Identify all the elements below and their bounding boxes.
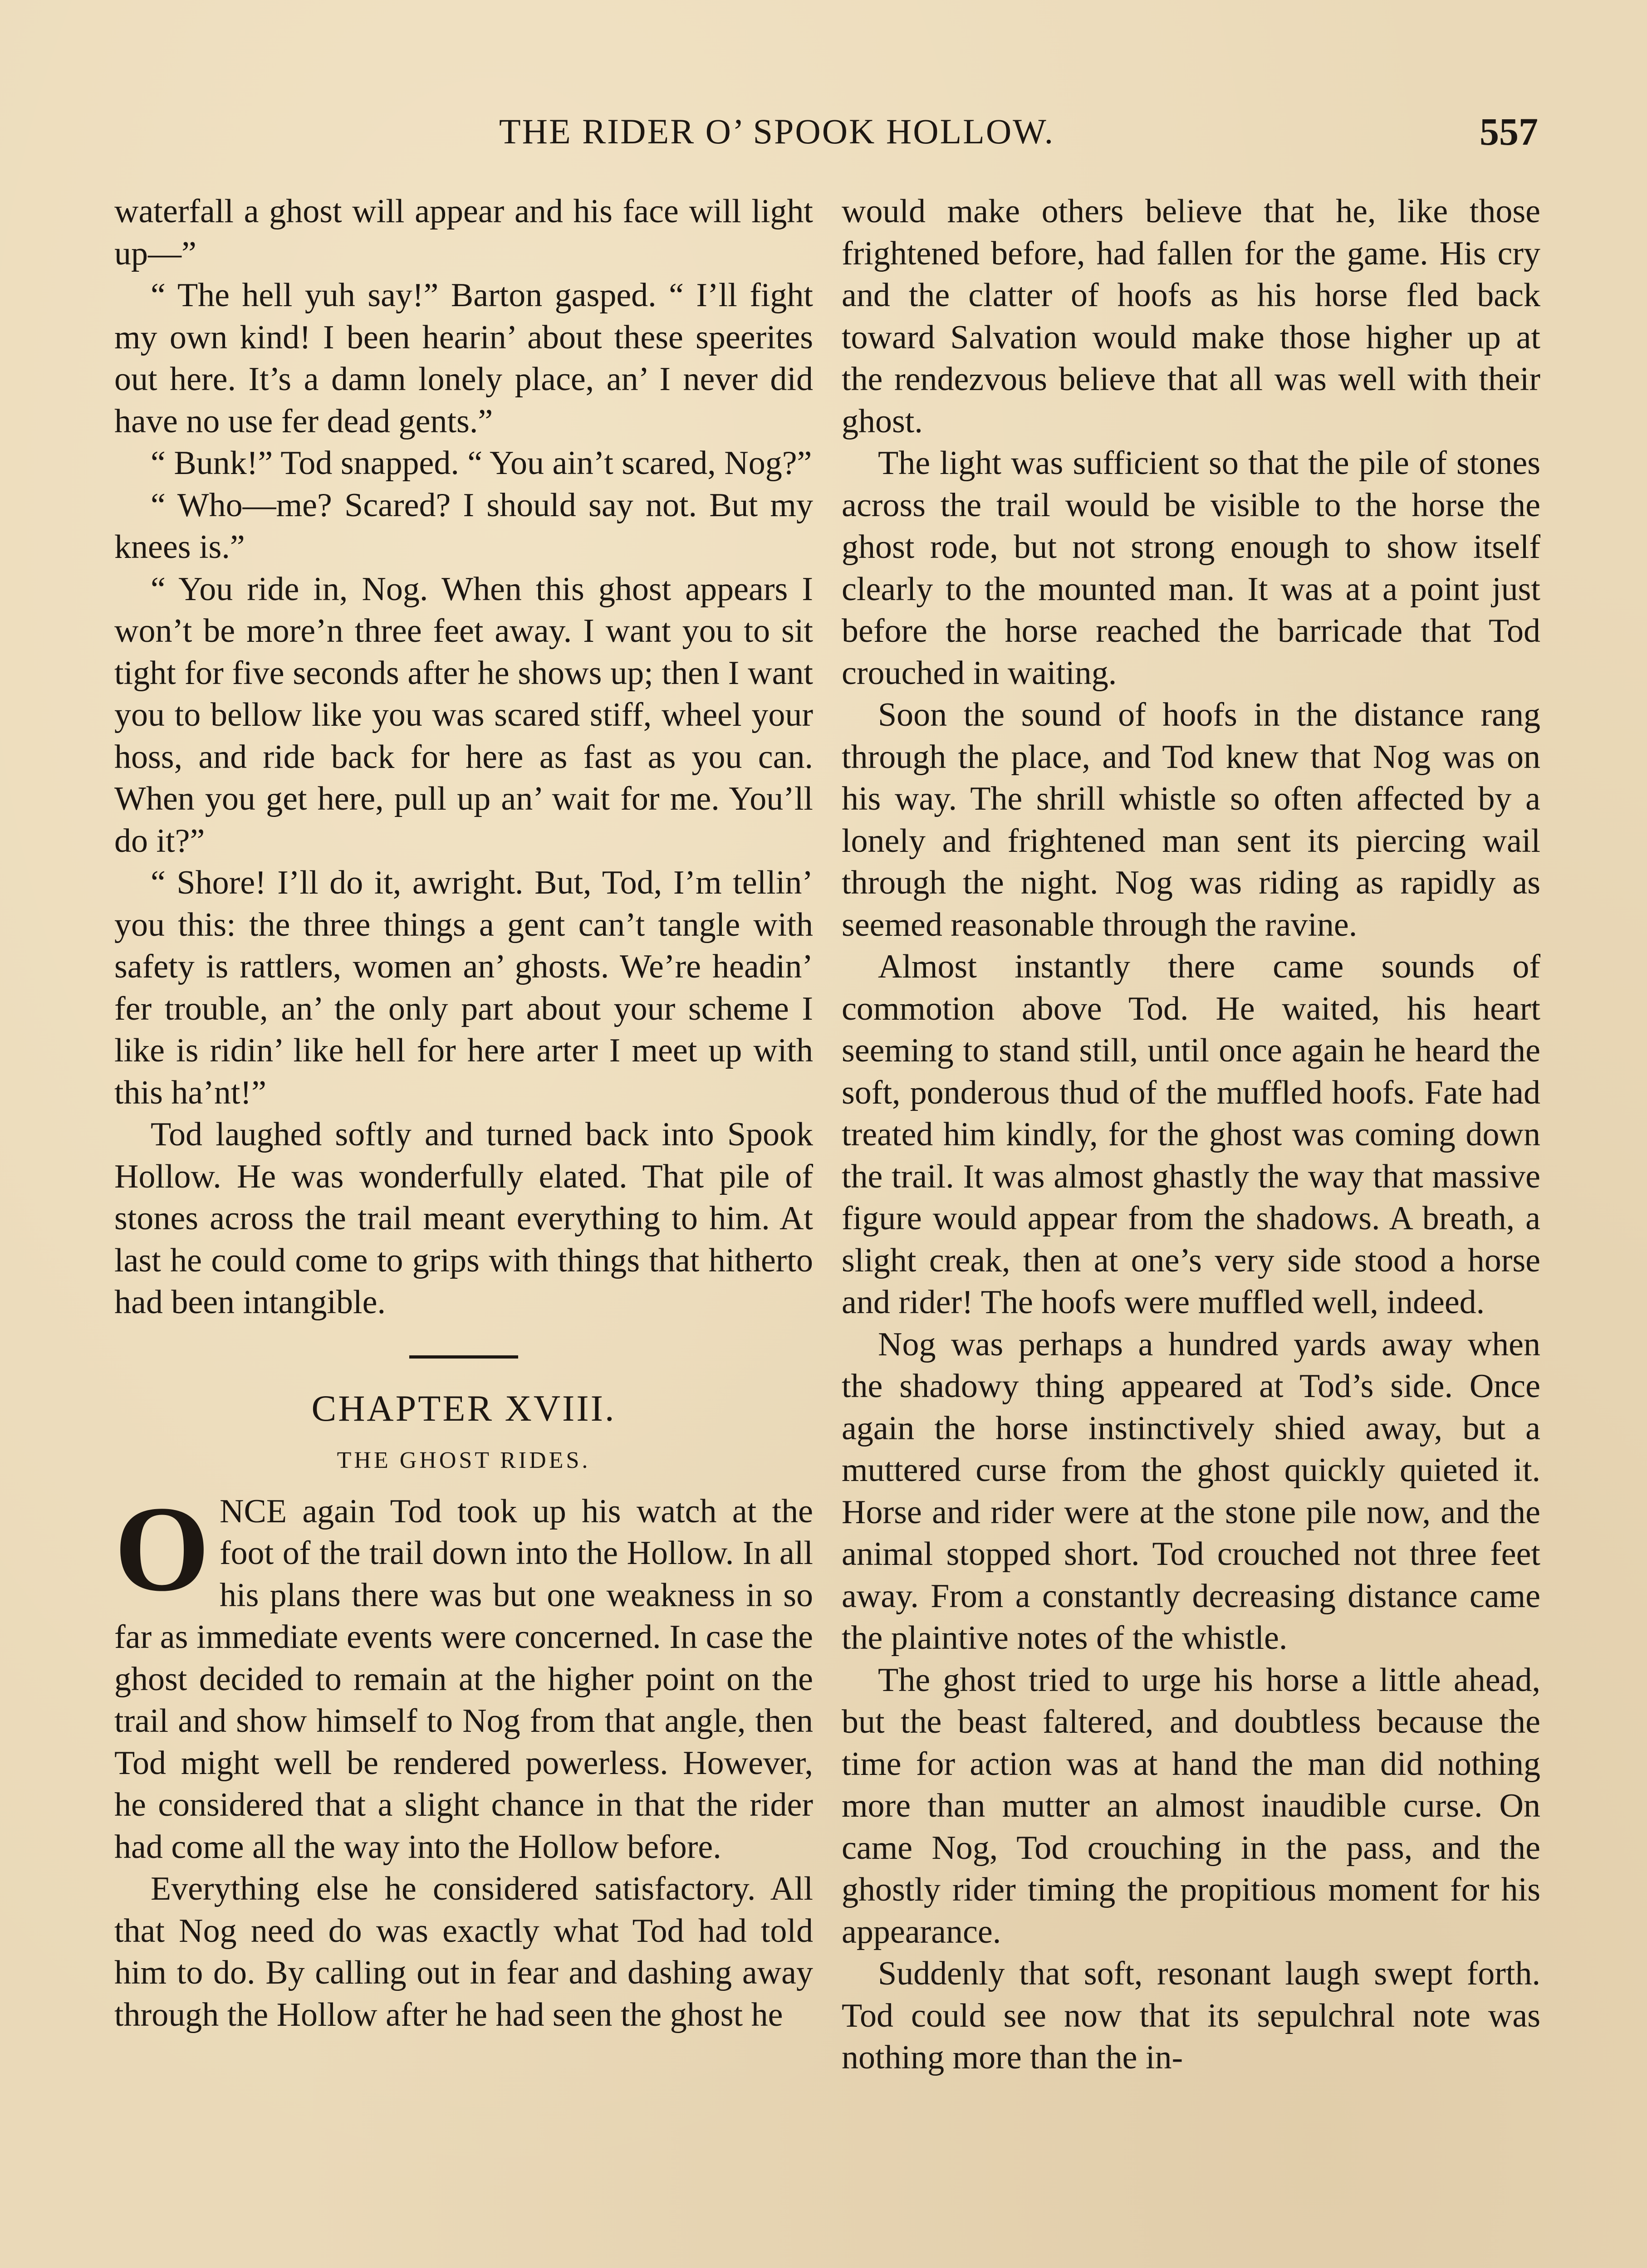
paragraph: Nog was perhaps a hundred yards away when the shadowy thing appeared at Tod’s side. Once again the horse instinctively shied away, but a muttered curse from the ghost quickly quieted it. Horse and rider were at the stone pile now, and the animal stopped short. Tod crouched not three feet away. From a constantly decreasing distance came the plaintive notes of the whistle.: [842, 1325, 1540, 1657]
chapter-first-paragraph: [114, 1481, 813, 1868]
paragraph: Everything else he considered satisfactory. All that Nog need do was exactly what Tod had told him to do. By calling out in fear and dashing away through the Hollow after he had seen the ghost he: [114, 1870, 813, 2033]
paragraph: “ You ride in, Nog. When this ghost appears I won’t be more’n three feet away. I want you to sit tight for five seconds after he shows up; then I want you to bellow like you was scared stiff, wheel your hoss, and ride back for here as fast as you can. When you get here, pull up an’ wait for me. You’ll do it?”: [114, 570, 813, 860]
paragraph: Almost instantly there came sounds of commotion above Tod. He waited, his heart seeming to stand still, until once again he heard the soft, ponderous thud of the muffled hoofs. Fate had treated him kindly, for the ghost was coming down the trail. It was almost ghastly the way that massive figure would appear from the shadows. A breath, a slight creak, then at one’s very side stood a horse and rider! The hoofs were muffled well, indeed.: [842, 948, 1540, 1321]
paragraph: “ Bunk!” Tod snapped. “ You ain’t scared, Nog?”: [151, 445, 812, 482]
paragraph: “ Shore! I’ll do it, awright. But, Tod, I’m tellin’ you this: the three things a gent can’t tangle with safety is rattlers, women an’ ghosts. We’re headin’ fer trouble, an’ the only part about your scheme I like is ridin’ like hell for here arter I meet up with this ha’nt!”: [114, 864, 813, 1111]
page-number: 557: [1480, 110, 1538, 153]
drop-cap: O: [114, 1481, 210, 1617]
paragraph: Suddenly that soft, resonant laugh swept forth. Tod could see now that its sepulchral note was nothing more than the in-: [842, 1955, 1540, 2076]
paragraph: The ghost tried to urge his horse a little ahead, but the beast faltered, and doubtless because the time for action was at hand the man did nothing more than mutter an almost inaudible curse. On came Nog, Tod crouching in the pass, and the ghostly rider timing the propitious moment for his appearance.: [842, 1661, 1540, 1950]
right-column: [842, 191, 1540, 2079]
paragraph: “ The hell yuh say!” Barton gasped. “ I’ll fight my own kind! I been hearin’ about these speerites out here. It’s a damn lonely place, an’ I never did have no use fer dead gents.”: [114, 277, 813, 440]
section-divider: [409, 1355, 518, 1359]
paragraph: would make others believe that he, like those frightened before, had fallen for the game. His cry and the clatter of hoofs as his horse fled back toward Salvation would make those higher up at the rendezvous believe that all was well with their ghost.: [842, 193, 1540, 440]
paragraph: “ Who—me? Scared? I should say not. But my knees is.”: [114, 486, 813, 566]
paragraph: Soon the sound of hoofs in the distance rang through the place, and Tod knew that Nog was on his way. The shrill whistle so often affected by a lonely and frightened man sent its piercing wail through the night. Nog was riding as rapidly as seemed reasonable through the ravine.: [842, 696, 1540, 943]
left-column: [114, 191, 813, 2036]
page-header: [113, 107, 1538, 156]
paragraph: The light was sufficient so that the pile of stones across the trail would be visible to the horse the ghost rode, but not strong enough to show itself clearly to the mounted man. It was at a point just before the horse reached the barricade that Tod crouched in waiting.: [842, 445, 1540, 692]
paragraph: waterfall a ghost will appear and his face will light up—”: [114, 193, 813, 272]
chapter-subtitle: THE GHOST RIDES.: [337, 1447, 591, 1473]
chapter-heading: CHAPTER XVIII.: [311, 1387, 616, 1429]
running-title: THE RIDER O’ SPOOK HOLLOW.: [499, 112, 1055, 151]
first-paragraph-text: NCE again Tod took up his watch at the foot of the trail down into the Hollow. In all his plans there was but one weakness in so far as immediate events were concerned. In case the ghost decided to remain at the higher point on the trail and show himself to Nog from that angle, then Tod might well be rendered powerless. However, he considered that a slight chance in that the rider had come all the way into the Hollow before.: [114, 1492, 813, 1866]
paragraph: Tod laughed softly and turned back into Spook Hollow. He was wonderfully elated. That pile of stones across the trail meant everything to him. At last he could come to grips with things that hitherto had been intangible.: [114, 1116, 813, 1321]
